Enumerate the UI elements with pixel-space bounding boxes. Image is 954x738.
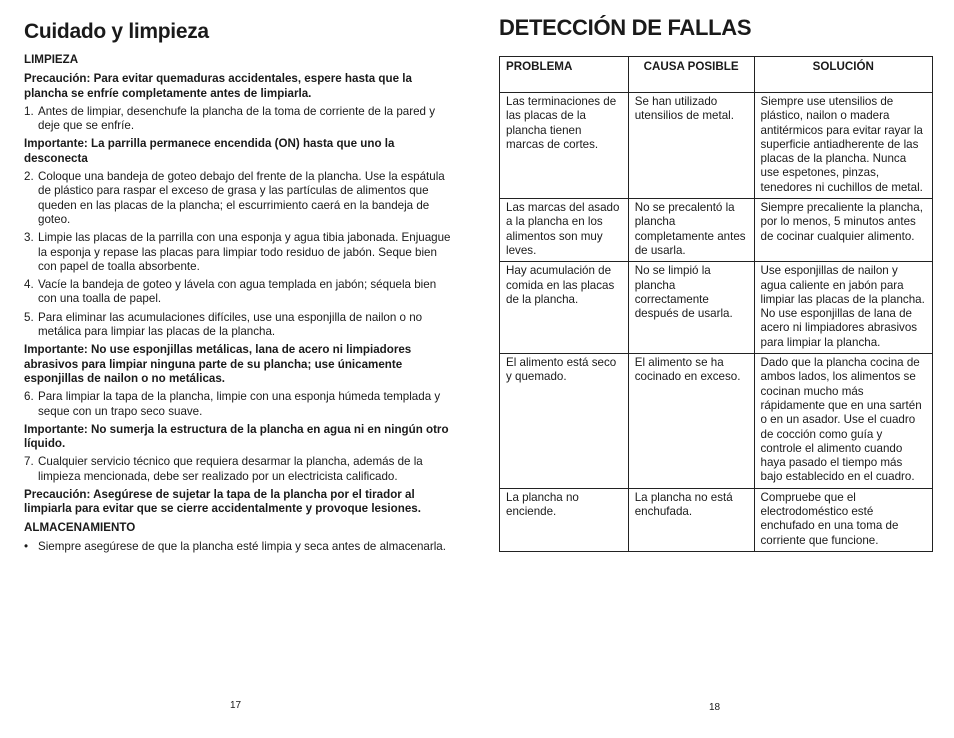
important-on: Importante: La parrilla permanece encendida (ON) hasta que uno la desconecta — [24, 137, 395, 165]
solution-cell: Use esponjillas de nailon y agua caliente en jabón para limpiar las placas de la plancha. No use esponjillas de lana de acero ni limpiadores abrasivos para limpiar la plancha. — [754, 262, 933, 354]
cause-cell: El alimento se ha cocinado en exceso. — [628, 354, 754, 489]
step-3 — [24, 231, 456, 274]
caution-lid: Precaución: Asegúrese de sujetar la tapa de la plancha por el tirador al limpiarla para evitar que se cierre accidentalmente y provoque lesiones. — [24, 488, 421, 516]
header-solution: SOLUCIÓN — [754, 57, 933, 93]
problem-cell: El alimento está seco y quemado. — [500, 354, 629, 489]
table-row — [500, 199, 933, 262]
step-number: 3. — [24, 231, 34, 245]
step-number: 6. — [24, 390, 34, 404]
header-cause: CAUSA POSIBLE — [628, 57, 754, 93]
cause-cell: No se limpió la plancha correctamente después de usarla. — [628, 262, 754, 354]
problem-cell: Las marcas del asado a la plancha en los alimentos son muy leves. — [500, 199, 629, 262]
problem-cell: Las terminaciones de las placas de la plancha tienen marcas de cortes. — [500, 93, 629, 199]
step-number: 4. — [24, 278, 34, 292]
step-5 — [24, 311, 456, 340]
step-1 — [24, 105, 456, 134]
storage-item — [24, 540, 456, 554]
step-7 — [24, 455, 456, 484]
step-2 — [24, 170, 456, 227]
page-number-right: 18 — [709, 702, 721, 713]
right-page — [499, 0, 933, 738]
step-text: Coloque una bandeja de goteo debajo del frente de la plancha. Use la espátula de plástico para raspar el exceso de grasa y las partículas de alimentos que queden en las placas de la plancha; el escurrimiento caerá en la bandeja de goteo. — [38, 170, 445, 226]
troubleshooting-table — [499, 56, 933, 552]
important-no-submerge: Importante: No sumerja la estructura de la plancha en agua ni en ningún otro líquido. — [24, 422, 449, 451]
page-number-left: 17 — [230, 700, 242, 711]
step-number: 2. — [24, 170, 34, 184]
table-row — [500, 488, 933, 551]
header-problem: PROBLEMA — [500, 57, 629, 93]
step-6 — [24, 390, 456, 419]
step-text: Para limpiar la tapa de la plancha, limpie con una esponja húmeda templada y seque con un trapo seco suave. — [38, 390, 441, 418]
problem-cell: Hay acumulación de comida en las placas de la plancha. — [500, 262, 629, 354]
problem-cell: La plancha no enciende. — [500, 488, 629, 551]
step-text: Limpie las placas de la parrilla con una esponja y agua tibia jabonada. Enjuague la esponja y repase las placas para limpiar todo residuo de jabón. Seque bien con papel de toalla absorbente. — [38, 231, 451, 273]
cleaning-heading: LIMPIEZA — [24, 53, 79, 66]
table-row — [500, 354, 933, 489]
step-text: Cualquier servicio técnico que requiera desarmar la plancha, además de la limpieza mencionada, debe ser realizado por un electricista calificado. — [38, 455, 423, 483]
page-title-care: Cuidado y limpieza — [24, 20, 209, 43]
step-text: Vacíe la bandeja de goteo y lávela con agua templada en jabón; séquela bien con una toalla de papel. — [38, 278, 437, 306]
solution-cell: Compruebe que el electrodoméstico esté enchufado en una toma de corriente que funcione. — [754, 488, 933, 551]
step-text: Para eliminar las acumulaciones difíciles, use una esponjilla de nailon o no metálica para limpiar las placas de la plancha. — [38, 310, 423, 339]
step-number: 5. — [24, 310, 34, 324]
step-number: 7. — [24, 455, 34, 469]
caution-burns: Precaución: Para evitar quemaduras accidentales, espere hasta que la plancha se enfríe completamente antes de limpiarla. — [24, 72, 412, 100]
table-header-row — [500, 57, 933, 93]
step-number: 1. — [24, 104, 34, 118]
storage-heading: ALMACENAMIENTO — [24, 520, 136, 534]
solution-cell: Siempre use utensilios de plástico, nailon o madera antitérmicos para evitar rayar la superficie antiadherente de las placas de la plancha. Nunca use espetones, pinzas, tenedores ni cuchillos de metal. — [754, 93, 933, 199]
page-title-troubleshooting: DETECCIÓN DE FALLAS — [499, 15, 752, 40]
important-no-metal: Importante: No use esponjillas metálicas, lana de acero ni limpiadores abrasivos para limpiar ninguna parte de su plancha; use únicamente esponjillas de nailon o no metálicas. — [24, 343, 412, 385]
cause-cell: No se precalentó la plancha completamente antes de usarla. — [628, 199, 754, 262]
step-text: Antes de limpiar, desenchufe la plancha de la toma de corriente de la pared y deje que se enfríe. — [38, 104, 436, 133]
storage-text: Siempre asegúrese de que la plancha esté limpia y seca antes de almacenarla. — [38, 539, 446, 553]
table-row — [500, 262, 933, 354]
solution-cell: Siempre precaliente la plancha, por lo menos, 5 minutos antes de cocinar cualquier alimento. — [754, 199, 933, 262]
step-4 — [24, 278, 456, 307]
left-page — [24, 0, 456, 738]
bullet-icon: • — [24, 539, 29, 553]
solution-cell: Dado que la plancha cocina de ambos lados, los alimentos se cocinan mucho más rápidamente que en una sartén o en un asador. Use el cuadro de cocción como guía y controle el alimento cuando haya pasado el tiempo más bajo establecido en el cuadro. — [754, 354, 933, 489]
cause-cell: La plancha no está enchufada. — [628, 488, 754, 551]
care-content — [24, 53, 456, 558]
cause-cell: Se han utilizado utensilios de metal. — [628, 93, 754, 199]
table-row — [500, 93, 933, 199]
